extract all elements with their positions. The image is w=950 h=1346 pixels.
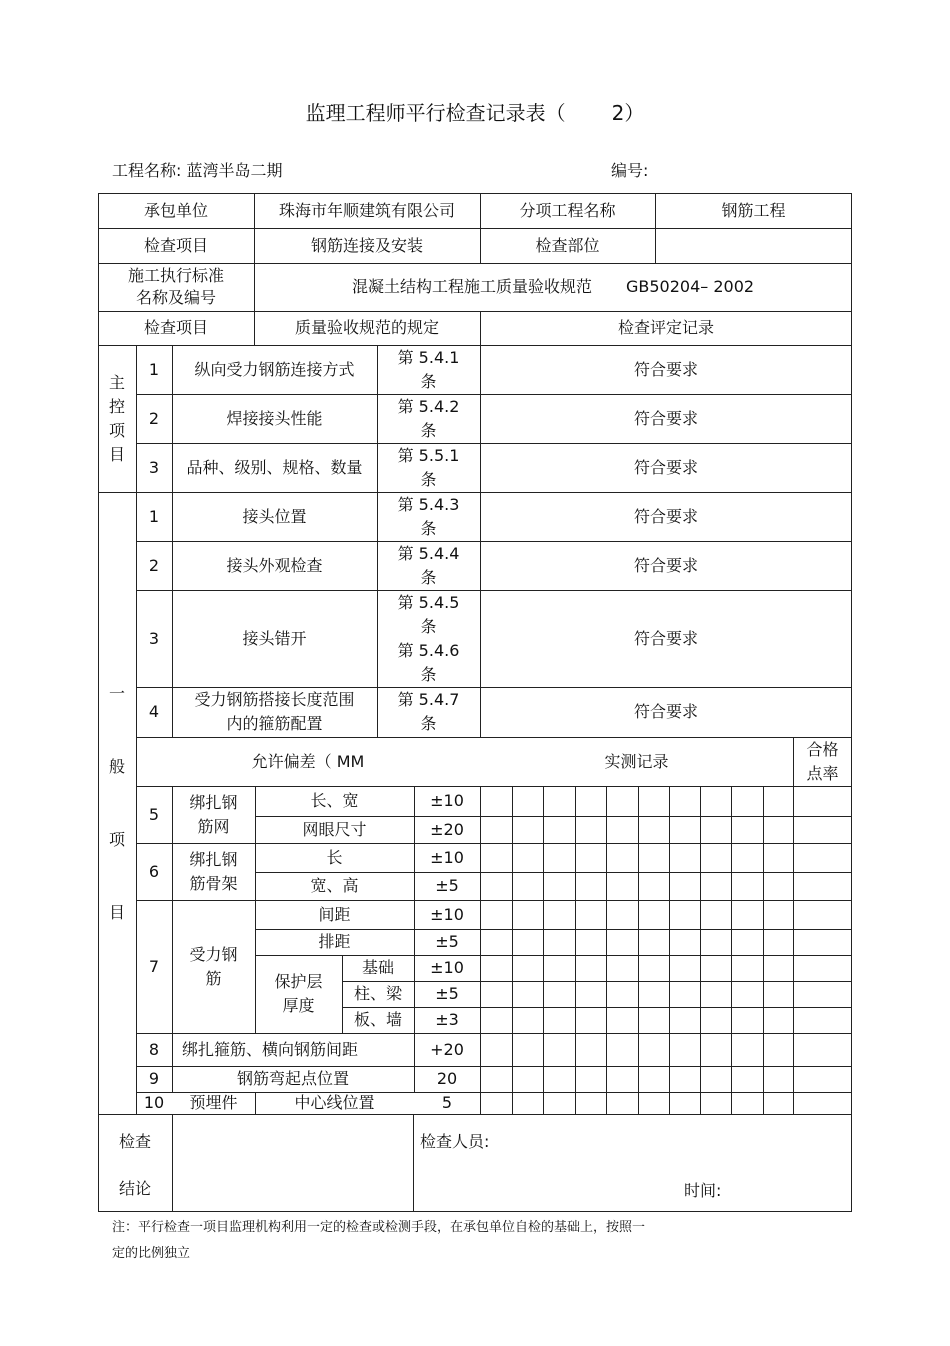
row-number: 10 <box>143 1093 165 1112</box>
project-name-line <box>112 158 283 181</box>
item-name: 钢筋弯起点位置 <box>236 1069 349 1088</box>
row-number: 7 <box>148 956 160 976</box>
title-number: 2） <box>611 101 645 125</box>
result: 符合要求 <box>633 506 698 526</box>
item-name-line: 绑扎钢 <box>189 792 238 812</box>
tolerance-header: 允许偏差（ MM <box>251 751 365 771</box>
standard-name: 混凝土结构工程施工质量验收规范 <box>351 277 592 296</box>
sub-item: 间距 <box>318 904 351 924</box>
row-number: 2 <box>148 555 160 575</box>
clause-line: 第 5.4.6 <box>397 640 460 660</box>
item-name-line: 筋骨架 <box>189 873 238 893</box>
item-name <box>172 900 255 1033</box>
subproject-value: 钢筋工程 <box>721 200 786 220</box>
standard-label <box>98 263 254 311</box>
general-char: 一 <box>108 684 125 703</box>
general-char: 目 <box>108 903 125 922</box>
result: 符合要求 <box>633 457 698 477</box>
main-control-char: 目 <box>108 444 125 464</box>
contractor-label: 承包单位 <box>143 200 208 220</box>
pass-rate-line: 点率 <box>806 763 839 783</box>
main-control-label <box>98 345 136 492</box>
tolerance-value: 20 <box>436 1069 458 1088</box>
inspector-label: 检查人员: <box>420 1132 490 1151</box>
conclusion-label-2: 结论 <box>118 1179 151 1198</box>
col-header-item: 检查项目 <box>143 318 208 337</box>
contractor-value: 珠海市年顺建筑有限公司 <box>278 200 455 220</box>
general-char: 般 <box>108 757 125 776</box>
clause-line: 第 5.4.2 <box>397 396 460 416</box>
clause-line: 条 <box>420 518 437 538</box>
sub-item: 长 <box>326 847 343 867</box>
result: 符合要求 <box>633 628 698 648</box>
clause-line: 条 <box>420 714 437 733</box>
page-title <box>0 97 950 126</box>
clause-line: 第 5.4.7 <box>397 690 460 709</box>
standard-value <box>254 263 852 311</box>
general-char: 项 <box>108 830 125 849</box>
clause <box>377 687 480 737</box>
row-number: 4 <box>148 702 160 721</box>
title-text: 监理工程师平行检查记录表（ <box>305 101 566 125</box>
item-name: 品种、级别、规格、数量 <box>186 457 363 477</box>
clause-line: 条 <box>420 664 437 684</box>
clause-line: 条 <box>420 371 437 391</box>
item-name-line: 受力钢 <box>189 944 238 964</box>
main-control-char: 主 <box>108 372 125 392</box>
tolerance-value: +20 <box>430 1039 464 1059</box>
result: 符合要求 <box>633 702 698 721</box>
inspection-part-label: 检查部位 <box>535 235 600 255</box>
row-number: 3 <box>148 457 160 477</box>
conclusion-label-1: 检查 <box>118 1132 151 1151</box>
clause-line: 第 5.5.1 <box>397 445 460 465</box>
clause <box>377 443 480 492</box>
col-header-spec: 质量验收规范的规定 <box>294 318 439 337</box>
tolerance-value: ±5 <box>435 932 459 951</box>
item-name: 绑扎箍筋、横向钢筋间距 <box>182 1039 359 1059</box>
tolerance-value: 5 <box>441 1093 453 1112</box>
general-label <box>98 492 136 1114</box>
cover-label <box>255 955 342 1033</box>
item-name: 接头位置 <box>242 506 307 526</box>
tolerance-value: ±5 <box>435 876 459 895</box>
item-name-line: 筋网 <box>197 816 230 836</box>
standard-label-line-2: 名称及编号 <box>135 288 216 307</box>
inspection-item-value: 钢筋连接及安装 <box>310 235 423 255</box>
row-number: 9 <box>148 1069 160 1088</box>
inspection-part-value[interactable] <box>655 228 852 263</box>
item-name: 接头错开 <box>242 628 307 648</box>
item-name-line: 内的箍筋配置 <box>226 714 323 733</box>
sub-item: 宽、高 <box>310 876 359 895</box>
item-name: 纵向受力钢筋连接方式 <box>194 359 355 379</box>
sub-item: 网眼尺寸 <box>302 819 367 839</box>
sub-item: 中心线位置 <box>294 1093 375 1112</box>
clause <box>377 541 480 590</box>
row-number: 5 <box>148 804 160 824</box>
row-number: 1 <box>148 506 160 526</box>
note-line-1: 注：平行检查一项目监理机构利用一定的检查或检测手段，在承包单位自检的基础上，按照一 <box>112 1220 646 1235</box>
number-label: 编号: <box>611 161 649 180</box>
clause <box>377 492 480 541</box>
result: 符合要求 <box>633 555 698 575</box>
measured-header: 实测记录 <box>604 751 669 771</box>
tolerance-value: ±10 <box>430 904 464 924</box>
standard-code: GB50204– 2002 <box>625 277 755 296</box>
main-control-char: 项 <box>108 420 125 440</box>
clause <box>377 394 480 443</box>
note-line-2: 定的比例独立 <box>112 1246 191 1261</box>
clause <box>377 345 480 394</box>
item-name: 接头外观检查 <box>226 555 323 575</box>
conclusion-content[interactable] <box>172 1114 413 1212</box>
row-number: 6 <box>148 861 160 881</box>
main-control-char: 控 <box>108 396 125 416</box>
sub-item: 长、宽 <box>310 791 359 810</box>
item-name-line: 绑扎钢 <box>189 849 238 869</box>
clause-line: 条 <box>420 616 437 636</box>
clause-line: 条 <box>420 420 437 440</box>
item-name <box>172 786 255 843</box>
row-number: 1 <box>148 359 160 379</box>
row-number: 2 <box>148 408 160 428</box>
clause-line: 条 <box>420 567 437 587</box>
row-number: 3 <box>148 628 160 648</box>
clause-line: 第 5.4.4 <box>397 543 460 563</box>
pass-rate-header <box>793 737 852 786</box>
item-name <box>172 687 377 737</box>
sub-item: 排距 <box>318 932 351 951</box>
project-name: 蓝湾半岛二期 <box>186 161 283 180</box>
clause-line: 第 5.4.3 <box>397 494 460 514</box>
standard-label-line-1: 施工执行标准 <box>127 266 224 285</box>
tolerance-value: ±10 <box>430 847 464 867</box>
time-label: 时间: <box>684 1181 722 1200</box>
tolerance-value: ±3 <box>435 1010 459 1029</box>
clause-line: 条 <box>420 469 437 489</box>
cover-label-line: 厚度 <box>282 996 315 1015</box>
subproject-label: 分项工程名称 <box>519 200 616 220</box>
result: 符合要求 <box>633 359 698 379</box>
sub-item: 基础 <box>361 958 394 977</box>
clause <box>377 590 480 687</box>
tolerance-value: ±10 <box>430 958 464 977</box>
inspection-item-label: 检查项目 <box>143 235 208 255</box>
row-number: 8 <box>148 1039 160 1059</box>
clause-line: 第 5.4.1 <box>397 347 460 367</box>
item-name <box>172 843 255 900</box>
item-name: 预埋件 <box>189 1093 238 1112</box>
col-header-record: 检查评定记录 <box>617 318 714 337</box>
cover-label-line: 保护层 <box>274 972 323 991</box>
project-label: 工程名称: <box>112 161 182 180</box>
tolerance-value: ±20 <box>430 819 464 839</box>
tolerance-value: ±5 <box>435 984 459 1003</box>
result: 符合要求 <box>633 408 698 428</box>
item-name-line: 受力钢筋搭接长度范围 <box>194 690 355 709</box>
sub-item: 柱、梁 <box>353 984 402 1003</box>
sub-item: 板、墙 <box>353 1010 402 1029</box>
tolerance-value: ±10 <box>430 791 464 810</box>
item-name-line: 筋 <box>205 968 222 988</box>
item-name: 焊接接头性能 <box>226 408 323 428</box>
pass-rate-line: 合格 <box>806 739 839 759</box>
clause-line: 第 5.4.5 <box>397 592 460 612</box>
